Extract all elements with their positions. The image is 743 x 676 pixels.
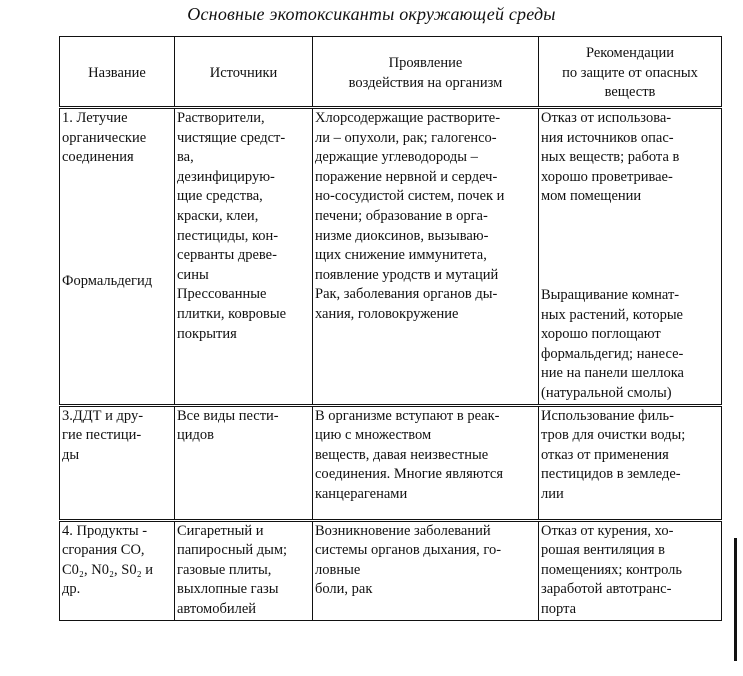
table-cell-effects-2: Рак, заболевания органов ды- хания, головокружение — [315, 286, 498, 322]
table-cell-effects: В организме вступают в реак- цию с множеством веществ, давая неизвестные соединения. Многие являются канцерагенами — [313, 405, 539, 520]
header-effects: Проявление воздействия на организм — [313, 37, 539, 108]
header-name: Название — [60, 37, 175, 108]
table-cell-recommendations: Использование филь- тров для очистки воды; отказ от применения пестицидов в земледе- лии — [539, 405, 722, 520]
table-cell-sources: Все виды пести- цидов — [175, 405, 313, 520]
ecotoxicants-table — [59, 36, 722, 621]
page-title: Основные экотоксиканты окружающей среды — [187, 4, 556, 24]
table-cell-sources-2: Прессованные плитки, ковровые покрытия — [177, 286, 287, 342]
table-cell-name-2: Формальдегид — [62, 272, 153, 289]
table-cell-effects: Хлорсодержащие растворите- ли – опухоли, рак; галогенсо- держащие углеводороды – поражение нервной и сердеч- но-сосудистой систем, почек и печени; образование в орга- низме диоксинов, вызываю- щих снижение иммунитета, появление уродств и мутаций Рак, заболевания органов ды- хания, головокружение — [313, 108, 539, 406]
table-cell-name: 3.ДДТ и дру- гие пестици- ды — [60, 405, 175, 520]
table-cell-name: 4. Продукты - сгорания СО, С0₂, N0₂, S0₂ и др. — [60, 520, 175, 620]
table-row — [60, 520, 722, 620]
header-sources: Источники — [175, 37, 313, 108]
table-row — [60, 405, 722, 520]
table-row — [60, 108, 722, 406]
table-cell-recommendations: Отказ от курения, хо- рошая вентиляция в помещениях; контроль заработой автотранс- порта — [539, 520, 722, 620]
table-header-row — [60, 37, 722, 108]
table-cell-recommendations: Отказ от использова- ния источников опас- ных веществ; работа в хорошо проветривае- мом помещении Выращивание комнат- ных растений, которые хорошо поглощают формальдегид; нанесе- ние на панели шеллока (натуральной смолы) — [539, 108, 722, 406]
table-cell-effects: Возникновение заболеваний системы органов дыхания, го- ловные боли, рак — [313, 520, 539, 620]
table-cell-name: 1. Летучие органические соединения Формальдегид — [60, 108, 175, 406]
margin-bar — [734, 538, 737, 661]
header-recommendations: Рекомендации по защите от опасных веществ — [539, 37, 722, 108]
table-cell-recommendations-2: Выращивание комнат- ных растений, которые хорошо поглощают формальдегид; нанесе- ние на панели шеллока (натуральной смолы) — [541, 286, 684, 401]
table-cell-sources: Сигаретный и папиросный дым; газовые плиты, выхлопные газы автомобилей — [175, 520, 313, 620]
table-cell-sources: Растворители, чистящие средст- ва, дезинфицирую- щие средства, краски, клеи, пестициды, кон- серванты древе- сины Прессованные плитки, ковровые покрытия — [175, 108, 313, 406]
